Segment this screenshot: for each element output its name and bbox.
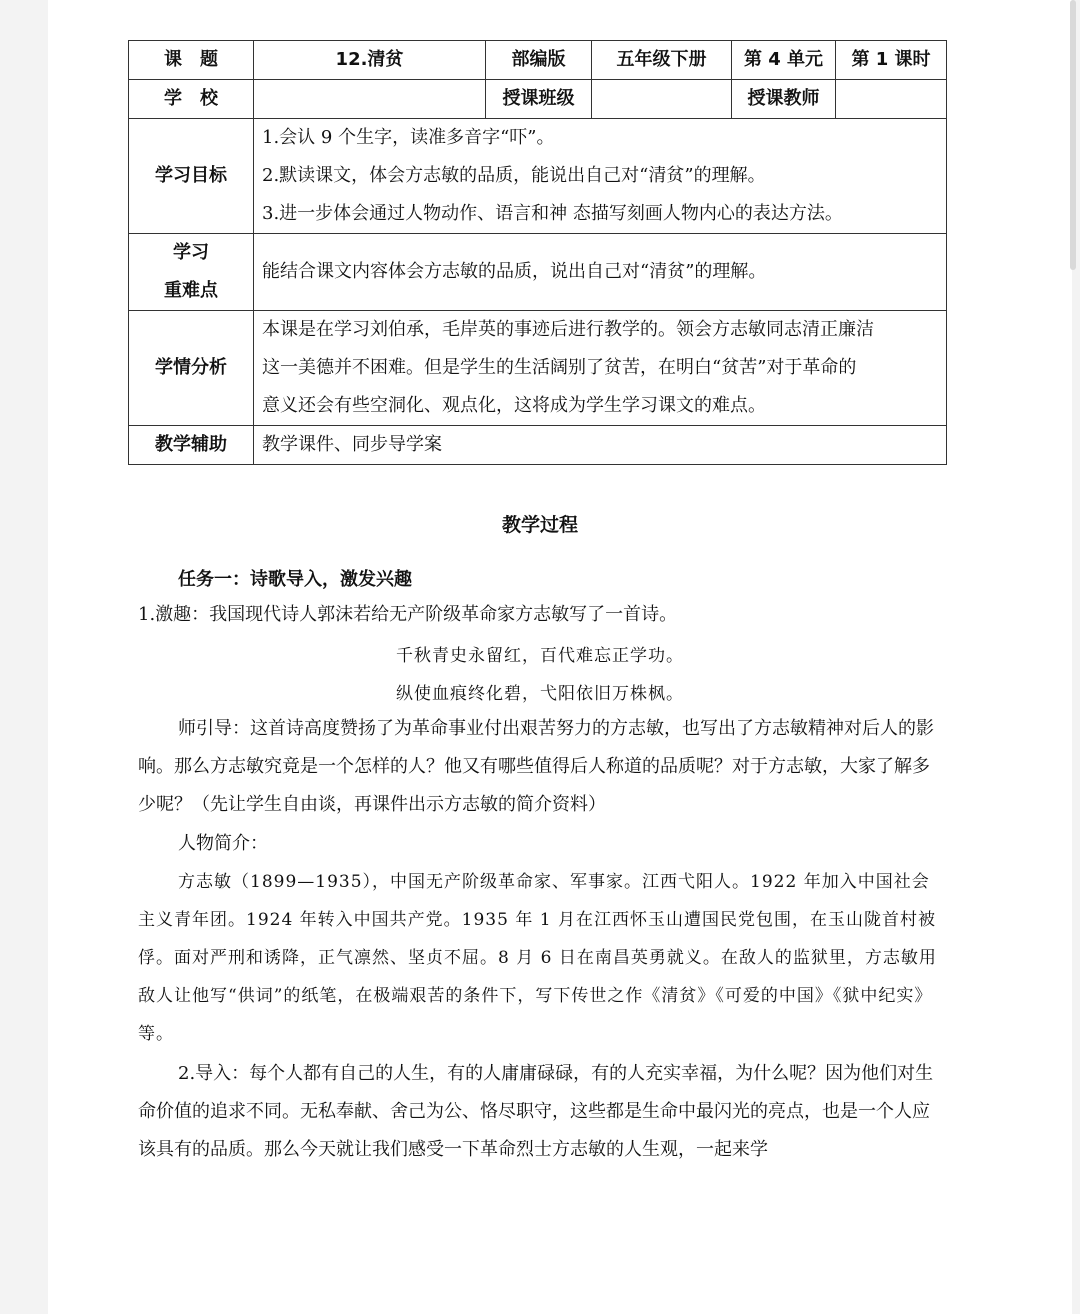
guide-paragraph [138, 710, 938, 824]
lesson-info-table [128, 40, 947, 465]
teacher-value [836, 80, 947, 119]
poem-line: 纵使血痕终化碧，弋阳依旧万株枫。 [396, 684, 684, 704]
grade-cell: 五年级下册 [592, 41, 732, 80]
class-value [592, 80, 732, 119]
edition-cell: 部编版 [486, 41, 592, 80]
unit-cell: 第 4 单元 [732, 41, 836, 80]
lead-in-line: 也是一个人应该具有的品质。那么今天就让我们感受一下革命烈士方志敏的人生观，一起来学 [138, 1101, 930, 1160]
process-title: 教学过程 [501, 514, 578, 536]
goal-item: 2.默读课文，体会方志敏的品质，能说出自己对“清贫”的理解。 [262, 165, 766, 186]
guide-line: 人的影响。那么方志敏究竟是一个怎样的人？他又有哪些值得后人称道的品质呢？对于方志敏， [138, 718, 934, 777]
lead-in-line: 们对生命价值的追求不同。无私奉献、舍己为公、恪尽职守，这些都是生命中最闪光的亮点， [138, 1063, 934, 1122]
lead-in-paragraph [138, 1055, 938, 1169]
key-points-label [129, 234, 254, 311]
aids-text: 教学课件、同步导学案 [254, 426, 947, 465]
bio-line: 首村被俘。面对严刑和诱降，正气凛然、坚贞不屈。8 月 6 日在南昌英勇就义。在敌人的监狱 [138, 910, 936, 968]
guide-line: 大家了解多少呢？（先让学生自由谈，再课件出示方志敏的简介资料） [138, 756, 930, 815]
analysis-line: 意义还会有些空洞化、观点化，这将成为学生学习课文的难点。 [262, 395, 766, 416]
goals-label: 学习目标 [129, 119, 254, 234]
lead-in-line: 2.导入：每个人都有自己的人生，有的人庸庸碌碌，有的人充实幸福，为什么呢？因为他 [178, 1063, 880, 1084]
bio-line: 爱的中国》《狱中纪实》等。 [138, 986, 933, 1044]
school-label: 学 校 [129, 80, 254, 119]
class-label: 授课班级 [486, 80, 592, 119]
key-points-label-line: 重难点 [164, 280, 218, 301]
analysis-line: 这一美德并不困难。但是学生的生活阔别了贫苦，在明白“贫苦”对于革命的 [262, 357, 857, 378]
bio-line: 里，方志敏用敌人让他写“供词”的纸笔，在极端艰苦的条件下，写下传世之作《清贫》《可 [138, 948, 937, 1006]
poem-line: 千秋青史永留红，百代难忘正学功。 [396, 646, 684, 666]
key-points-text: 能结合课文内容体会方志敏的品质，说出自己对“清贫”的理解。 [254, 234, 947, 311]
intro-paragraph: 1.激趣：我国现代诗人郭沫若给无产阶级革命家方志敏写了一首诗。 [138, 604, 678, 625]
table-row [129, 80, 947, 119]
table-row [129, 311, 947, 426]
period-cell: 第 1 课时 [836, 41, 947, 80]
table-row [129, 426, 947, 465]
goal-item: 3.进一步体会通过人物动作、语言和神 态描写刻画人物内心的表达方法。 [262, 203, 843, 224]
bio-line: 会主义青年团。1924 年转入中国共产党。1935 年 1 月在江西怀玉山遭国民党包围，在玉山陇 [138, 872, 930, 930]
school-value [254, 80, 486, 119]
task-one-title: 任务一：诗歌导入，激发兴趣 [178, 569, 412, 590]
goals-content [254, 119, 947, 234]
analysis-content [254, 311, 947, 426]
table-row [129, 41, 947, 80]
analysis-label: 学情分析 [129, 311, 254, 426]
topic-label: 课 题 [129, 41, 254, 80]
table-row [129, 119, 947, 234]
key-points-label-line: 学习 [173, 242, 209, 263]
analysis-line: 本课是在学习刘伯承，毛岸英的事迹后进行教学的。领会方志敏同志清正廉洁 [262, 319, 874, 340]
profile-label: 人物简介： [178, 833, 268, 854]
goal-item: 1.会认 9 个生字，读准多音字“吓”。 [262, 127, 555, 148]
bio-line: 方志敏（1899—1935），中国无产阶级革命家、军事家。江西弋阳人。1922 年加入中国社 [178, 872, 912, 892]
bio-paragraph [138, 863, 938, 1053]
guide-line: 师引导：这首诗高度赞扬了为革命事业付出艰苦努力的方志敏，也写出了方志敏精神对后 [178, 718, 880, 739]
table-row [129, 234, 947, 311]
scrollbar[interactable] [1070, 0, 1076, 270]
topic-value: 12.清贫 [254, 41, 486, 80]
aids-label: 教学辅助 [129, 426, 254, 465]
teacher-label: 授课教师 [732, 80, 836, 119]
